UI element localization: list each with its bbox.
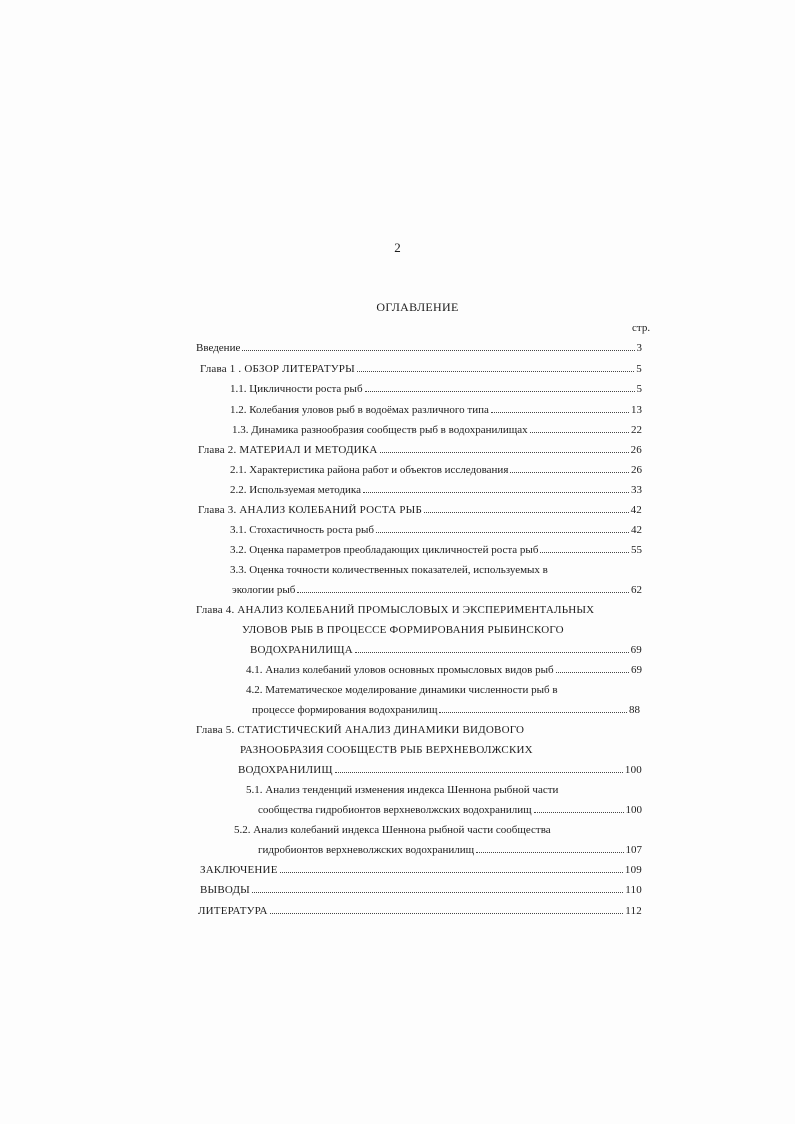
toc-entry-title: ВЫВОДЫ xyxy=(200,884,250,896)
toc-entry-findings[interactable] xyxy=(200,882,642,898)
toc-entry-page: 62 xyxy=(631,584,642,596)
toc-entry-page: 5 xyxy=(636,383,642,395)
toc-entry-title: 1.3. Динамика разнообразия сообществ рыб в водохранилищах xyxy=(232,424,528,436)
dot-leader xyxy=(439,712,627,713)
toc-entry-section-4-2[interactable] xyxy=(252,702,640,718)
dot-leader xyxy=(280,872,623,873)
toc-entry-title: Введение xyxy=(196,342,241,354)
dot-leader xyxy=(252,892,623,893)
toc-entry-title: 4.1. Анализ колебаний уловов основных промысловых видов рыб xyxy=(246,664,554,676)
dot-leader xyxy=(540,552,629,553)
dot-leader xyxy=(357,371,634,372)
dot-leader xyxy=(510,472,629,473)
toc-entry-title: Глава 3. АНАЛИЗ КОЛЕБАНИЙ РОСТА РЫБ xyxy=(198,504,422,516)
toc-entry-section-2-1[interactable] xyxy=(230,462,642,478)
toc-entry-title: 1.1. Цикличности роста рыб xyxy=(230,383,363,395)
dot-leader xyxy=(297,592,629,593)
toc-entry-chapter-4-line1: Глава 4. АНАЛИЗ КОЛЕБАНИЙ ПРОМЫСЛОВЫХ И ЭКСПЕРИМЕНТАЛЬНЫХ xyxy=(196,604,595,616)
toc-entry-section-2-2[interactable] xyxy=(230,482,642,498)
page-column-label: стр. xyxy=(632,322,651,334)
toc-entry-page: 42 xyxy=(630,504,642,516)
toc-entry-section-5-1[interactable] xyxy=(258,802,642,818)
dot-leader xyxy=(363,492,629,493)
toc-entry-page: 107 xyxy=(625,844,642,856)
dot-leader xyxy=(534,812,624,813)
toc-entry-title: 2.1. Характеристика района работ и объектов исследования xyxy=(230,464,509,476)
toc-entry-section-5-1-line1: 5.1. Анализ тенденций изменения индекса Шеннона рыбной части xyxy=(246,784,559,796)
dot-leader xyxy=(424,512,629,513)
toc-entry-section-3-3[interactable] xyxy=(232,582,642,598)
toc-entry-page: 109 xyxy=(624,864,642,876)
toc-entry-page: 13 xyxy=(631,404,642,416)
dot-leader xyxy=(476,852,623,853)
toc-entry-section-1-2[interactable] xyxy=(230,402,642,418)
toc-entry-conclusion[interactable] xyxy=(200,862,642,878)
page-number: 2 xyxy=(394,240,401,255)
toc-entry-title: 2.2. Используемая методика xyxy=(230,484,361,496)
toc-entry-chapter-2[interactable] xyxy=(198,442,642,458)
toc-entry-section-4-2-line1: 4.2. Математическое моделирование динамики численности рыб в xyxy=(246,684,558,696)
toc-entry-title: Глава 2. МАТЕРИАЛ И МЕТОДИКА xyxy=(198,444,378,456)
toc-entry-section-3-1[interactable] xyxy=(230,522,642,538)
toc-entry-page: 26 xyxy=(631,464,642,476)
toc-entry-title-cont: ВОДОХРАНИЛИЩА xyxy=(250,644,353,656)
toc-entry-section-3-2[interactable] xyxy=(230,542,642,558)
toc-entry-chapter-1[interactable] xyxy=(200,361,642,377)
toc-entry-chapter-4-line2: УЛОВОВ РЫБ В ПРОЦЕССЕ ФОРМИРОВАНИЯ РЫБИНСКОГО xyxy=(242,624,564,636)
toc-entry-page: 5 xyxy=(636,363,642,375)
toc-entry-page: 69 xyxy=(630,644,642,656)
toc-entry-title: Глава 1 . ОБЗОР ЛИТЕРАТУРЫ xyxy=(200,363,355,375)
toc-entry-chapter-5-line1: Глава 5. СТАТИСТИЧЕСКИЙ АНАЛИЗ ДИНАМИКИ ВИДОВОГО xyxy=(196,724,525,736)
toc-entry-page: 100 xyxy=(625,804,642,816)
dot-leader xyxy=(376,532,629,533)
toc-entry-title-cont: процессе формирования водохранилищ xyxy=(252,704,438,716)
toc-entry-section-1-3[interactable] xyxy=(232,422,642,438)
toc-entry-page: 88 xyxy=(629,704,640,716)
toc-entry-page: 110 xyxy=(625,884,642,896)
toc-entry-title: 1.2. Колебания уловов рыб в водоёмах различного типа xyxy=(230,404,489,416)
toc-entry-title-cont: гидробионтов верхневолжских водохранилищ xyxy=(258,844,475,856)
toc-entry-section-4-1[interactable] xyxy=(246,662,642,678)
toc-entry-title: ЛИТЕРАТУРА xyxy=(198,905,268,917)
toc-entry-page: 55 xyxy=(631,544,642,556)
dot-leader xyxy=(242,350,634,351)
toc-entry-chapter-5-line2: РАЗНООБРАЗИЯ СООБЩЕСТВ РЫБ ВЕРХНЕВОЛЖСКИХ xyxy=(240,744,533,756)
dot-leader xyxy=(365,391,635,392)
toc-entry-references[interactable] xyxy=(198,903,642,919)
toc-entry-title: 3.1. Стохастичность роста рыб xyxy=(230,524,375,536)
toc-entry-section-5-2-line1: 5.2. Анализ колебаний индекса Шеннона рыбной части сообщества xyxy=(234,824,551,836)
dot-leader xyxy=(355,652,629,653)
toc-entry-chapter-5[interactable] xyxy=(238,762,642,778)
toc-entry-section-1-1[interactable] xyxy=(230,381,642,397)
dot-leader xyxy=(556,672,629,673)
toc-entry-page: 33 xyxy=(631,484,642,496)
toc-entry-chapter-4[interactable] xyxy=(250,642,642,658)
toc-entry-title-cont: экологии рыб xyxy=(232,584,296,596)
toc-entry-page: 42 xyxy=(631,524,642,536)
toc-entry-page: 100 xyxy=(624,764,642,776)
dot-leader xyxy=(530,432,629,433)
toc-entry-section-3-3-line1: 3.3. Оценка точности количественных показателей, используемых в xyxy=(230,564,548,576)
dot-leader xyxy=(335,772,623,773)
toc-entry-chapter-3[interactable] xyxy=(198,502,642,518)
dot-leader xyxy=(380,452,629,453)
toc-entry-title: 3.2. Оценка параметров преобладающих цикличностей роста рыб xyxy=(230,544,539,556)
toc-entry-section-5-2[interactable] xyxy=(258,842,642,858)
toc-entry-page: 26 xyxy=(630,444,642,456)
toc-entry-title-cont: ВОДОХРАНИЛИЩ xyxy=(238,764,333,776)
toc-heading: ОГЛАВЛЕНИЕ xyxy=(376,300,459,314)
toc-entry-title: ЗАКЛЮЧЕНИЕ xyxy=(200,864,278,876)
toc-entry-page: 112 xyxy=(625,905,642,917)
toc-entry-title-cont: сообщества гидробионтов верхневолжских водохранилищ xyxy=(258,804,532,816)
toc-entry-page: 22 xyxy=(631,424,642,436)
toc-entry-introduction[interactable] xyxy=(196,340,642,356)
dot-leader xyxy=(270,913,624,914)
dot-leader xyxy=(491,412,629,413)
toc-entry-page: 69 xyxy=(631,664,642,676)
toc-entry-page: 3 xyxy=(636,342,642,354)
